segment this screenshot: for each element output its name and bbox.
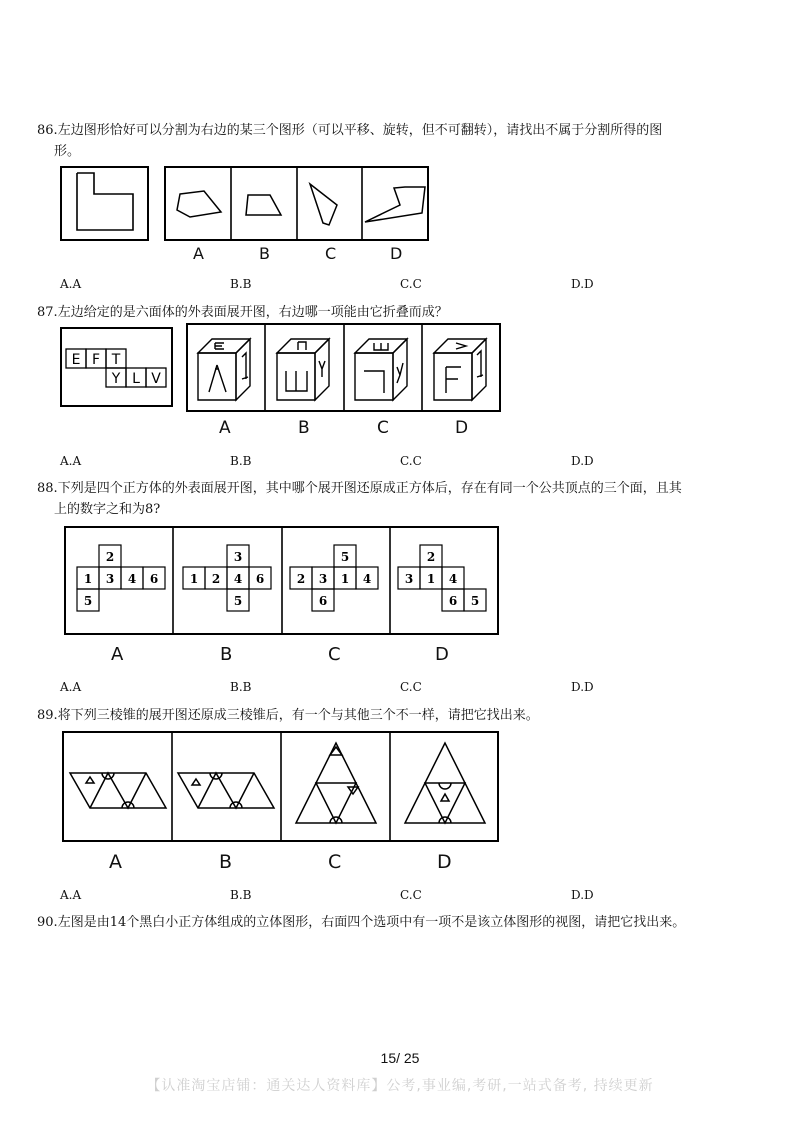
svg-text:5: 5 (233, 594, 243, 608)
option-d[interactable]: D.D (571, 680, 594, 694)
question-text-cont: 上的数字之和为8? (54, 502, 161, 517)
net-letter-e: E (71, 352, 81, 368)
net-letter-y: Y (111, 371, 121, 387)
figure-label-d: D (390, 244, 403, 263)
net-letter-v: V (151, 371, 161, 387)
option-c[interactable]: C.C (400, 888, 422, 902)
q87-net-figure (60, 327, 174, 409)
q86-options-figure (164, 166, 430, 242)
figure-label-b: B (219, 851, 233, 873)
question-number: 86. (37, 123, 58, 138)
option-a[interactable]: A.A (60, 680, 82, 694)
option-b[interactable]: B.B (230, 454, 252, 468)
question-text: 将下列三棱锥的展开图还原成三棱锥后，有一个与其他三个不一样，请把它找出来。 (57, 708, 539, 723)
q86-shape-d (365, 187, 425, 222)
q86-source-figure (60, 166, 150, 242)
option-d[interactable]: D.D (571, 888, 594, 902)
question-86 (37, 120, 757, 162)
svg-text:1: 1 (83, 572, 93, 586)
net-letter-l: L (132, 371, 140, 387)
svg-text:4: 4 (448, 572, 458, 586)
svg-text:1: 1 (340, 572, 350, 586)
option-c[interactable]: C.C (400, 277, 422, 291)
figure-label-b: B (298, 418, 310, 438)
q86-shape-a (177, 191, 221, 217)
svg-text:5: 5 (470, 594, 480, 608)
svg-text:3: 3 (318, 572, 328, 586)
svg-text:5: 5 (340, 550, 350, 564)
option-a[interactable]: A.A (60, 277, 82, 291)
svg-text:6: 6 (448, 594, 458, 608)
svg-text:6: 6 (149, 572, 159, 586)
question-text: 左图是由14个黑白小正方体组成的立体图形，右面四个选项中有一项不是该立体图形的视图，请把它找出来。 (57, 915, 686, 930)
svg-text:4: 4 (362, 572, 372, 586)
figure-label-c: C (325, 244, 337, 263)
question-text-cont: 形。 (54, 144, 81, 159)
option-d[interactable]: D.D (571, 454, 594, 468)
q88-nets-figure (64, 526, 500, 636)
question-text: 左边给定的是六面体的外表面展开图，右边哪一项能由它折叠而成？ (57, 305, 448, 320)
figure-label-b: B (220, 644, 233, 665)
figure-label-a: A (109, 851, 122, 873)
q86-shape-b (246, 195, 281, 215)
question-87 (37, 302, 757, 323)
net-letter-t: T (111, 352, 121, 368)
option-b[interactable]: B.B (230, 680, 252, 694)
cube-a (198, 339, 250, 400)
figure-label-c: C (328, 644, 341, 665)
figure-label-a: A (193, 244, 204, 263)
question-89 (37, 705, 757, 726)
option-a[interactable]: A.A (60, 454, 82, 468)
svg-text:6: 6 (318, 594, 328, 608)
svg-text:2: 2 (211, 572, 221, 586)
net-letter-f: F (91, 352, 101, 368)
cube-c (355, 339, 407, 400)
q87-cubes-figure (186, 323, 502, 413)
svg-text:3: 3 (404, 572, 414, 586)
figure-label-c: C (377, 418, 389, 438)
question-text: 左边图形恰好可以分割为右边的某三个图形（可以平移、旋转，但不可翻转），请找出不属于分割所得的图 (57, 123, 663, 138)
svg-text:1: 1 (426, 572, 436, 586)
question-88 (37, 478, 757, 520)
svg-text:2: 2 (426, 550, 436, 564)
question-90 (37, 912, 757, 933)
option-b[interactable]: B.B (230, 888, 252, 902)
figure-label-b: B (259, 244, 270, 263)
option-a[interactable]: A.A (60, 888, 82, 902)
svg-text:2: 2 (105, 550, 115, 564)
cube-d (434, 339, 486, 400)
cube-b (277, 339, 329, 400)
figure-label-a: A (219, 418, 231, 438)
question-text: 下列是四个正方体的外表面展开图，其中哪个展开图还原成正方体后，存在有同一个公共顶点的三个面，且其 (57, 481, 682, 496)
option-d[interactable]: D.D (571, 277, 594, 291)
svg-text:3: 3 (233, 550, 243, 564)
figure-label-c: C (328, 851, 342, 873)
figure-label-d: D (437, 851, 452, 873)
figure-label-d: D (435, 644, 449, 665)
question-number: 88. (37, 481, 58, 496)
option-c[interactable]: C.C (400, 680, 422, 694)
svg-text:4: 4 (233, 572, 243, 586)
question-number: 89. (37, 708, 58, 723)
q89-nets-figure (62, 731, 500, 843)
svg-text:1: 1 (189, 572, 199, 586)
svg-text:6: 6 (255, 572, 265, 586)
option-b[interactable]: B.B (230, 277, 252, 291)
svg-text:2: 2 (296, 572, 306, 586)
option-c[interactable]: C.C (400, 454, 422, 468)
footer-watermark: 【认准淘宝店铺：通关达人资料库】公考,事业编,考研,一站式备考, 持续更新 (146, 1078, 654, 1094)
svg-text:4: 4 (127, 572, 137, 586)
page-number: 15/ 25 (380, 1050, 420, 1066)
figure-label-d: D (455, 418, 469, 438)
question-number: 90. (37, 915, 58, 930)
q86-shape-c (310, 184, 337, 225)
svg-text:5: 5 (83, 594, 93, 608)
figure-label-a: A (111, 644, 124, 665)
svg-text:3: 3 (105, 572, 115, 586)
question-number: 87. (37, 305, 58, 320)
